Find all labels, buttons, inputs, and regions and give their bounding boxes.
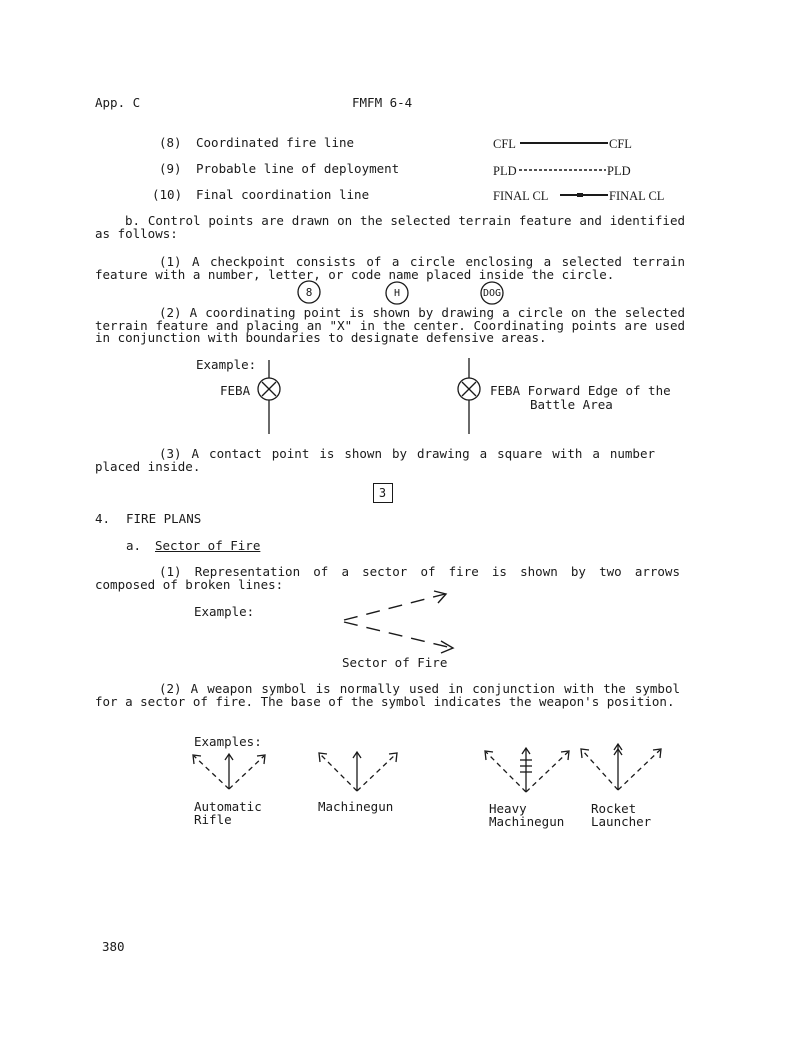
item-9-num: (9) bbox=[159, 161, 182, 176]
item-8-num: (8) bbox=[159, 135, 182, 150]
checkpoint-dog: DOG bbox=[482, 288, 502, 299]
page-number: 380 bbox=[102, 939, 125, 954]
fcl-right: FINAL CL bbox=[609, 189, 665, 203]
item-10-num: (10) bbox=[152, 187, 183, 202]
section-a-title: Sector of Fire bbox=[155, 538, 261, 553]
section-4-num: 4. bbox=[95, 511, 111, 526]
para-b3: (3) A contact point is shown by drawing a square with a number placed inside. bbox=[95, 446, 655, 474]
feba-right-label-2: Battle Area bbox=[530, 397, 613, 412]
weapon-1-line2: Rifle bbox=[194, 812, 232, 827]
para-b: b. Control points are drawn on the selected terrain feature and identified as follows: bbox=[95, 213, 685, 241]
feba-right-label-1: FEBA Forward Edge of the bbox=[490, 383, 671, 398]
weapon-4-line1: Rocket bbox=[591, 801, 637, 816]
checkpoint-8: 8 bbox=[305, 286, 313, 299]
heavy-machinegun-symbol bbox=[485, 748, 569, 792]
weapon-3-line2: Machinegun bbox=[489, 814, 565, 829]
item-10-label: Final coordination line bbox=[196, 187, 370, 202]
rocket-launcher-symbol bbox=[581, 744, 661, 790]
weapon-4-line2: Launcher bbox=[591, 814, 652, 829]
cfl-right: CFL bbox=[609, 137, 632, 151]
item-9-label: Probable line of deployment bbox=[196, 161, 400, 176]
item-8-label: Coordinated fire line bbox=[196, 135, 355, 150]
feba-left-label: FEBA bbox=[220, 383, 251, 398]
cfl-left: CFL bbox=[493, 137, 516, 151]
para-b1: (1) A checkpoint consists of a circle enclosing a selected terrain feature with a number, letter, or code name placed inside the circle. bbox=[95, 254, 685, 282]
weapon-2-line1: Machinegun bbox=[318, 799, 394, 814]
section-a-num: a. bbox=[126, 538, 142, 553]
pld-right: PLD bbox=[607, 164, 631, 178]
example-label: Example: bbox=[196, 357, 257, 372]
para-a1: (1) Representation of a sector of fire is shown by two arrows composed of broken lines: bbox=[95, 564, 680, 592]
weapon-1-line1: Automatic bbox=[194, 799, 262, 814]
header-left: App. C bbox=[95, 95, 141, 110]
para-a2: (2) A weapon symbol is normally used in conjunction with the symbol for a sector of fire. The base of the symbol indicates the weapon's position. bbox=[95, 681, 680, 709]
header-center: FMFM 6-4 bbox=[352, 95, 413, 110]
fcl-left: FINAL CL bbox=[493, 189, 549, 203]
examples-label: Examples: bbox=[194, 734, 262, 749]
sector-caption: Sector of Fire bbox=[342, 655, 448, 670]
example-label-2: Example: bbox=[194, 604, 255, 619]
checkpoint-h: H bbox=[393, 288, 401, 299]
section-4-title: FIRE PLANS bbox=[126, 511, 202, 526]
para-b2: (2) A coordinating point is shown by drawing a circle on the selected terrain feature and placing an "X" in the center. Coordinating points are used in conjunction with boundaries to designate defensive areas. bbox=[95, 305, 685, 345]
machinegun-symbol bbox=[319, 752, 397, 791]
weapon-3-line1: Heavy bbox=[489, 801, 527, 816]
automatic-rifle-symbol bbox=[193, 754, 265, 789]
pld-left: PLD bbox=[493, 164, 517, 178]
contact-point-number: 3 bbox=[378, 486, 387, 500]
